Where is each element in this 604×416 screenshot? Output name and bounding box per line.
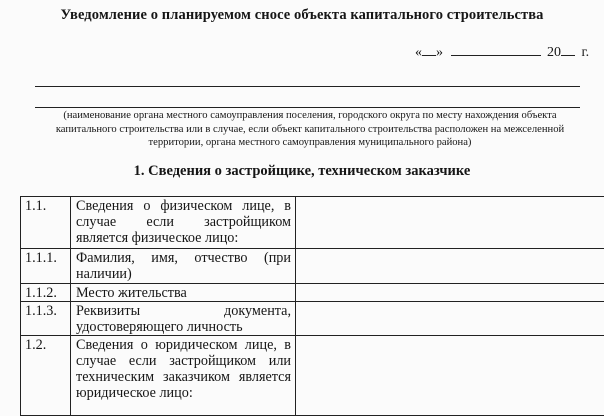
table-row <box>21 197 604 249</box>
table-row <box>21 336 604 416</box>
row-value-cell[interactable] <box>296 249 604 284</box>
row-number: 1.1.2. <box>21 284 71 302</box>
row-number: 1.1. <box>21 197 71 249</box>
row-label: Реквизиты документа, удостоверяющего личность <box>71 302 296 336</box>
row-label: Место жительства <box>71 284 296 302</box>
table-row <box>21 284 604 302</box>
row-number: 1.1.3. <box>21 302 71 336</box>
row-value-cell[interactable] <box>296 302 604 336</box>
year-prefix: 20 <box>547 45 561 60</box>
authority-blank-line-2 <box>35 107 580 108</box>
month-blank <box>451 43 541 56</box>
date-open-quote: « <box>415 45 422 61</box>
row-label: Сведения о юридическом лице, в случае если застройщиком или техническим заказчиком является юридическое лицо: <box>71 336 296 416</box>
table-row <box>21 302 604 336</box>
date-line <box>415 43 589 61</box>
year-blank <box>561 43 575 56</box>
row-value-cell[interactable] <box>296 197 604 249</box>
year-suffix: г. <box>582 45 590 60</box>
document-title: Уведомление о планируемом сносе объекта капитального строительства <box>0 7 604 24</box>
table-row <box>21 249 604 284</box>
date-close-quote: » <box>436 45 443 61</box>
section-title: 1. Сведения о застройщике, техническом заказчике <box>0 163 604 180</box>
developer-info-table <box>20 196 604 416</box>
row-label: Фамилия, имя, отчество (при наличии) <box>71 249 296 284</box>
row-value-cell[interactable] <box>296 284 604 302</box>
row-value-cell[interactable] <box>296 336 604 416</box>
authority-caption: (наименование органа местного самоуправления поселения, городского округа по месту нахождения объекта капитального строительства или в случае, если объект капитального строительства расположен на межселенной территории, органа местного самоуправления муниципального района) <box>40 109 580 150</box>
row-number: 1.1.1. <box>21 249 71 284</box>
row-number: 1.2. <box>21 336 71 416</box>
authority-blank-line-1 <box>35 86 580 87</box>
row-label: Сведения о физическом лице, в случае если застройщиком является физическое лицо: <box>71 197 296 249</box>
day-blank <box>422 43 436 56</box>
